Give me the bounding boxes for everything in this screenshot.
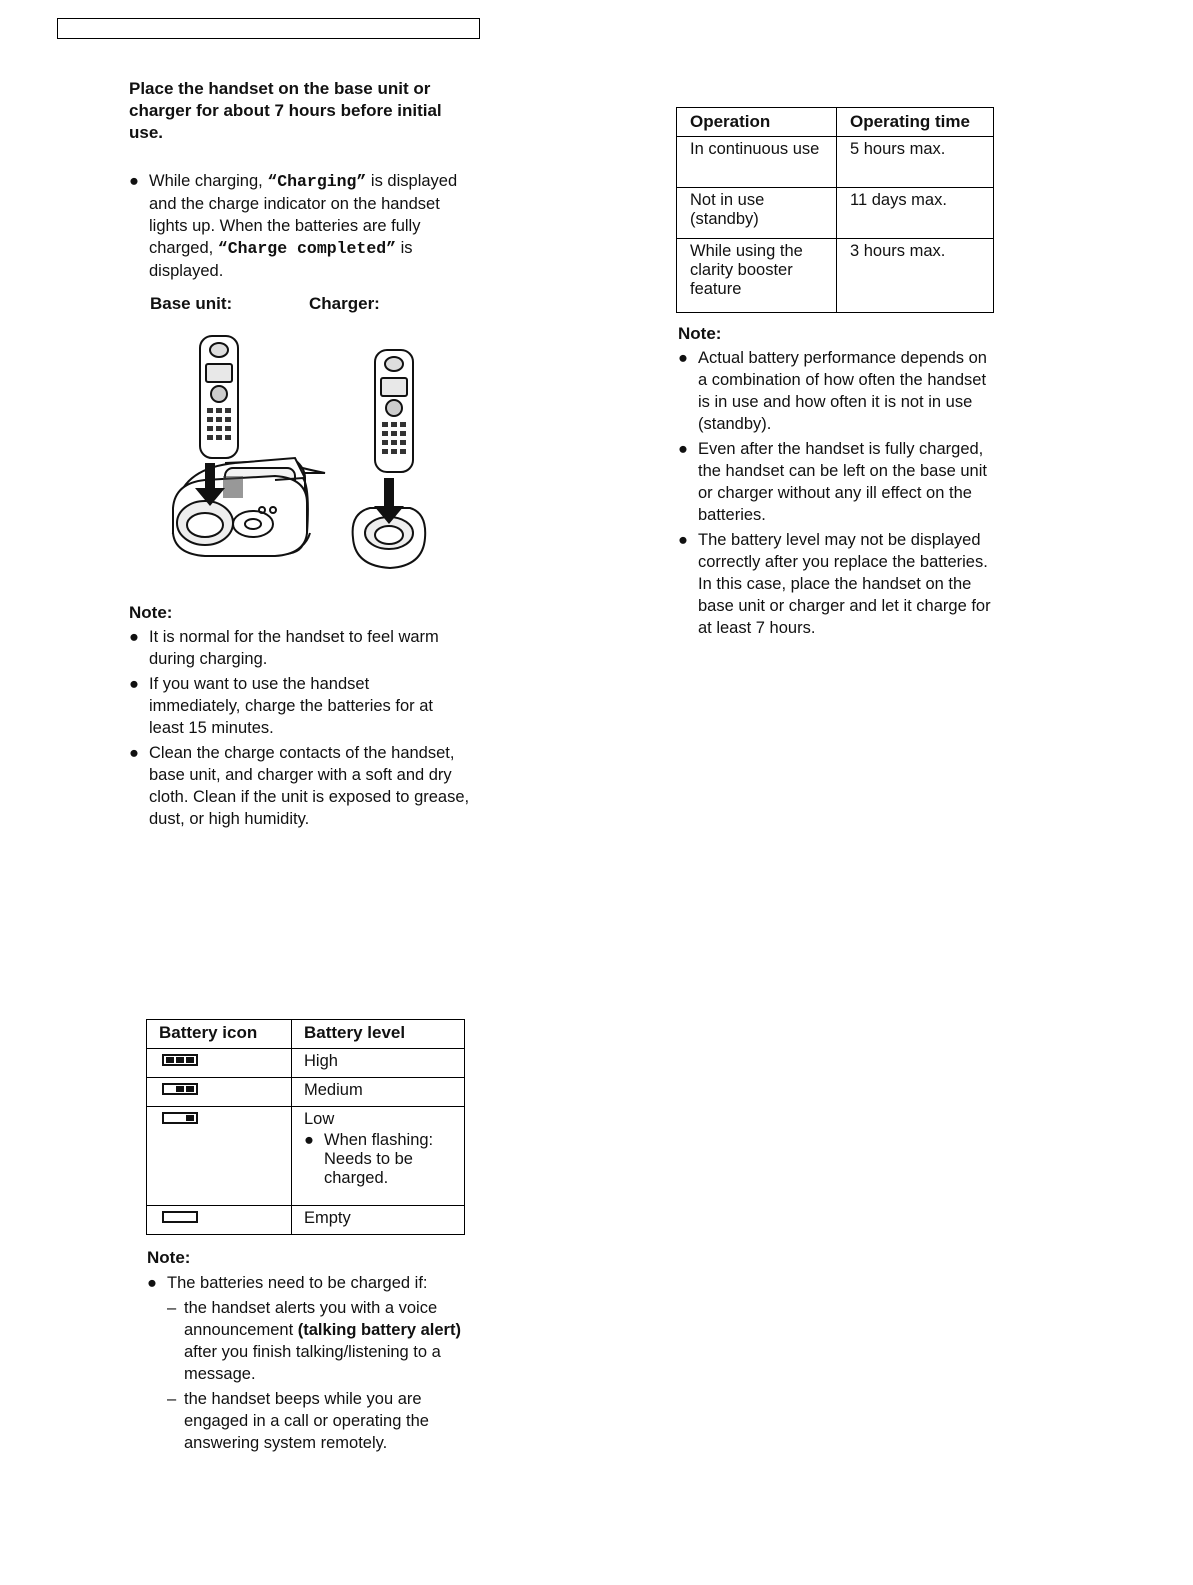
list-item <box>304 1131 452 1188</box>
operation-cell: In continuous use <box>677 137 837 188</box>
battery-level-text: High <box>292 1049 465 1078</box>
base-unit-label: Base unit: <box>150 294 233 313</box>
battery-note-list <box>147 1272 477 1454</box>
handset-charging-illustration <box>165 328 440 580</box>
list-item <box>129 626 479 670</box>
table-row <box>147 1049 465 1078</box>
dash-icon: – <box>167 1390 177 1408</box>
table-row <box>147 1078 465 1107</box>
battery-level-cell <box>292 1107 465 1206</box>
note-text: Actual battery performance depends on a combination of how often the handset is in use and how often it is not in use (standby). <box>698 349 987 433</box>
dash-text: after you finish talking/listening to a message. <box>184 1343 441 1383</box>
battery-level-table <box>146 1019 465 1235</box>
bullet-icon: ● <box>129 628 139 646</box>
list-item <box>678 438 993 526</box>
operating-time-table <box>676 107 994 313</box>
charge-completed-display-text: “Charge completed” <box>217 239 397 258</box>
note-text: Even after the handset is fully charged, the handset can be left on the base unit or charger without any ill effect on the batteries. <box>698 440 987 524</box>
battery-low-icon <box>147 1107 292 1206</box>
note-title-battery: Note: <box>147 1248 191 1267</box>
bullet-icon: ● <box>304 1131 314 1149</box>
charging-text-1: While charging, <box>149 172 268 190</box>
note-text: The battery level may not be displayed correctly after you replace the batteries. In this case, place the handset on the base unit or charger and let it charge for at least 7 hours. <box>698 531 991 637</box>
table-row <box>677 137 994 188</box>
list-item <box>129 673 449 739</box>
table-header-battery-icon: Battery icon <box>147 1020 292 1049</box>
bullet-icon: ● <box>678 349 688 367</box>
table-header-operating-time: Operating time <box>837 108 994 137</box>
page-header-box <box>57 18 480 39</box>
dash-text-bold: (talking battery alert) <box>297 1321 461 1339</box>
table-header-operation: Operation <box>677 108 837 137</box>
note-text: It is normal for the handset to feel warm during charging. <box>149 628 439 668</box>
right-notes-list <box>678 347 993 639</box>
dash-text: the handset alerts you with a voice announcement <box>184 1299 438 1339</box>
operation-cell: While using the clarity booster feature <box>677 239 837 313</box>
note-title-right: Note: <box>678 324 722 343</box>
list-item <box>147 1272 477 1294</box>
note-title-left: Note: <box>129 603 173 622</box>
charging-text-2: is displayed and the charge indicator on the handset lights up. When the batteries are fully charged, <box>149 172 458 257</box>
charging-bullet <box>129 170 459 282</box>
charging-display-text: “Charging” <box>267 172 367 191</box>
bullet-icon: ● <box>678 531 688 549</box>
operating-time-cell: 11 days max. <box>837 188 994 239</box>
battery-level-text: Empty <box>292 1206 465 1235</box>
bullet-icon: ● <box>129 744 139 762</box>
intro-instruction: Place the handset on the base unit or charger for about 7 hours before initial use. <box>129 79 442 142</box>
charger-label: Charger: <box>309 294 380 313</box>
battery-empty-icon <box>147 1206 292 1235</box>
note-text: Clean the charge contacts of the handset, base unit, and charger with a soft and dry cloth. Clean if the unit is exposed to grease, dust, or high humidity. <box>149 744 470 828</box>
bullet-icon: ● <box>129 172 139 190</box>
table-row <box>147 1206 465 1235</box>
list-item <box>147 1388 469 1454</box>
battery-full-icon <box>147 1049 292 1078</box>
operating-time-cell: 3 hours max. <box>837 239 994 313</box>
bullet-icon: ● <box>129 675 139 693</box>
battery-note-text: The batteries need to be charged if: <box>167 1274 428 1292</box>
dash-icon: – <box>167 1299 177 1317</box>
table-row <box>677 188 994 239</box>
operation-cell: Not in use (standby) <box>677 188 837 239</box>
bullet-icon: ● <box>147 1274 157 1292</box>
left-notes-list <box>129 626 489 830</box>
list-item <box>678 529 993 639</box>
charging-text-3: is displayed. <box>149 239 413 280</box>
battery-level-text: Medium <box>292 1078 465 1107</box>
low-battery-sub-text: When flashing: Needs to be charged. <box>324 1131 434 1187</box>
dash-text: the handset beeps while you are engaged in a call or operating the answering system remotely. <box>184 1390 429 1452</box>
operating-time-cell: 5 hours max. <box>837 137 994 188</box>
list-item <box>147 1297 469 1385</box>
note-text: If you want to use the handset immediately, charge the batteries for at least 15 minutes. <box>149 675 433 737</box>
list-item <box>678 347 993 435</box>
battery-level-text: Low <box>304 1110 335 1128</box>
table-row <box>677 239 994 313</box>
table-header-battery-level: Battery level <box>292 1020 465 1049</box>
table-row <box>147 1107 465 1206</box>
list-item <box>129 742 489 830</box>
battery-medium-icon <box>147 1078 292 1107</box>
bullet-icon: ● <box>678 440 688 458</box>
